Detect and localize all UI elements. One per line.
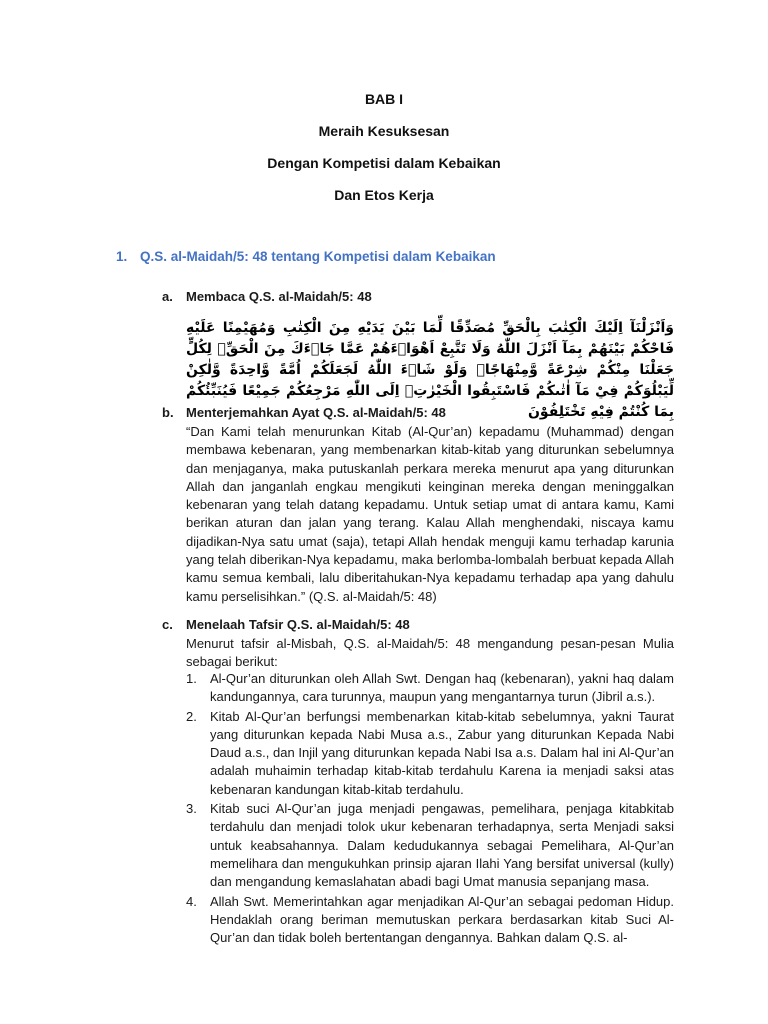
list-item-number: 4. (186, 893, 197, 909)
list-item-text: Al-Qur’an diturunkan oleh Allah Swt. Dengan haq (kebenaran), yakni haq dalam kandungannya, cara turunnya, maupun yang mengantarnya turun (Jibril a.s.). (210, 671, 674, 705)
list-item (186, 708, 674, 799)
section-title: Q.S. al-Maidah/5: 48 tentang Kompetisi dalam Kebaikan (140, 249, 496, 264)
section-number: 1. (116, 249, 128, 264)
chapter-title: Meraih Kesuksesan (318, 123, 450, 139)
list-item-number: 1. (186, 671, 197, 686)
list-item-text: Kitab suci Al-Qur’an juga menjadi pengawas, pemelihara, penjaga kitabkitab terdahulu dan menjadi tolok ukur kebenaran terhadapnya, serta Menjadi saksi untuk keabsahannya. Dalam kedudukannya sebagai Pemelihara, Al-Qur’an memelihara dan mengukuhkan prinsip ajaran Ilahi Yang bersifat universal (kully) dan mengandung kemaslahatan abadi bagi Umat manusia sepanjang masa. (210, 801, 674, 890)
subsection-b-letter: b. (162, 405, 174, 420)
subsection-c-title: Menelaah Tafsir Q.S. al-Maidah/5: 48 (186, 617, 410, 632)
tafsir-list (186, 670, 674, 948)
chapter-heading: BAB I (364, 91, 404, 107)
list-item-text: Allah Swt. Memerintahkan agar menjadikan Al-Qur’an sebagai pedoman Hidup. Hendaklah orang beriman memutuskan perkara berdasarkan kitab Suci Al-Qur’an dan tidak boleh bertentangan dengannya. Bahkan dalam Q.S. al- (210, 893, 674, 946)
chapter-subtitle-2: Dan Etos Kerja (334, 187, 434, 203)
subsection-c-letter: c. (162, 617, 173, 632)
section-heading (116, 249, 496, 264)
list-item (186, 893, 674, 948)
subsection-a-title: Membaca Q.S. al-Maidah/5: 48 (186, 289, 372, 304)
list-item (186, 670, 674, 707)
tafsir-intro: Menurut tafsir al-Misbah, Q.S. al-Maidah/5: 48 mengandung pesan-pesan Mulia sebagai berikut: (186, 636, 674, 670)
translation-paragraph: “Dan Kami telah menurunkan Kitab (Al-Qur’an) kepadamu (Muhammad) dengan membawa kebenaran, yang membenarkan kitab-kitab yang diturunkan sebelumnya dan menjaganya, maka putuskanlah perkara mereka menurut apa yang diturunkan Allah dan janganlah engkau mengikuti keinginan mereka dengan meninggalkan kebenaran yang telah datang kepadamu. Untuk setiap umat di antara kamu, Kami berikan aturan dan jalan yang terang. Kalau Allah menghendaki, niscaya kamu dijadikan-Nya satu umat (saja), tetapi Allah hendak menguji kamu terhadap karunia yang telah diberikan-Nya kepadamu, maka berlomba-lombalah berbuat kepada Allah kamu semua kembali, lalu diberitahukan-Nya kepadamu terhadap apa yang dahulu kamu perselisihkan.” (Q.S. al-Maidah/5: 48) (186, 424, 674, 604)
subsection-a-letter: a. (162, 289, 173, 304)
subsection-b-heading (162, 405, 446, 420)
list-item-number: 3. (186, 801, 197, 817)
list-item (186, 800, 674, 891)
subsection-b-title: Menterjemahkan Ayat Q.S. al-Maidah/5: 48 (186, 405, 446, 420)
arabic-verse: وَاَنْزَلْنَآ اِلَيْكَ الْكِتٰبَ بِالْحَقِّ مُصَدِّقًا لِّمَا بَيْنَ يَدَيْهِ مِنَ الْكِتٰبِ وَمُهَيْمِنًا عَلَيْهِ فَاحْكُمْ بَيْنَهُمْ بِمَآ اَنْزَلَ اللّٰهُ وَلَا تَتَّبِعْ اَهْوَاۤءَهُمْ عَمَّا جَاۤءَكَ مِنَ الْحَقِّۗ لِكُلٍّ جَعَلْنَا مِنْكُمْ شِرْعَةً وَّمِنْهَاجًاۗ وَلَوْ شَاۤءَ اللّٰهُ لَجَعَلَكُمْ اُمَّةً وَّاحِدَةً وَّلٰكِنْ لِّيَبْلُوَكُمْ فِيْ مَآ اٰتٰىكُمْ فَاسْتَبِقُوا الْخَيْرٰتِۗ اِلَى اللّٰهِ مَرْجِعُكُمْ جَمِيْعًا فَيُنَبِّئُكُمْ بِمَا كُنْتُمْ فِيْهِ تَخْتَلِفُوْنَ (186, 320, 674, 420)
subsection-c-heading (162, 617, 410, 632)
list-item-text: Kitab Al-Qur’an berfungsi membenarkan kitab-kitab sebelumnya, yakni Taurat yang diturunkan kepada Nabi Musa a.s., Zabur yang diturunkan Kepada Nabi Daud a.s., dan Injil yang diturunkan kepada Nabi Isa a.s. Dalam hal ini Al-Qur’an adalah muhaimin terhadap kitab-kitab terdahulu Karena ia menjadi saksi atas kebenaran kandungan kitab-kitab terdahulu. (210, 708, 674, 797)
subsection-a-heading (162, 289, 372, 304)
chapter-subtitle-1: Dengan Kompetisi dalam Kebaikan (267, 155, 501, 171)
list-item-number: 2. (186, 708, 197, 724)
